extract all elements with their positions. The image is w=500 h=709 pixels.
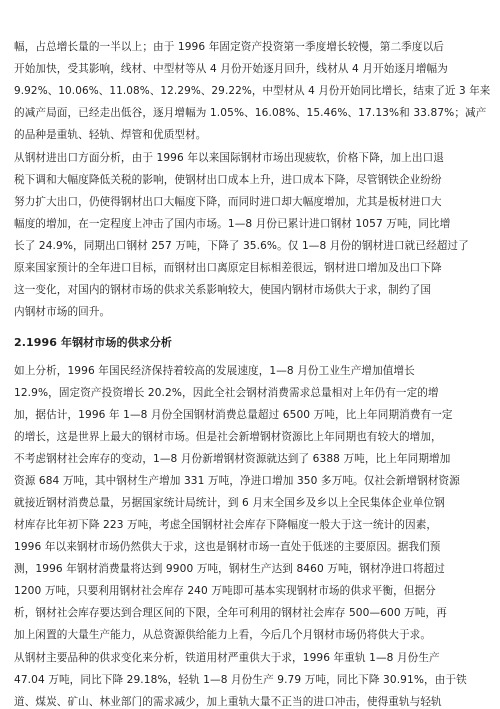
text-line: 的增长，这是世界上最大的钢材市场。但是社会新增钢材资源比上年同期也有较大的增加， (14, 431, 442, 443)
text-line: 就接近钢材消费总量，另据国家统计局统计，到 6 月末全国乡及乡以上全民集体企业单位钢 (14, 497, 445, 509)
text-line: 从钢材进出口方面分析，由于 1996 年以来国际钢材市场出现疲软，价格下降，加上出口退 (14, 152, 444, 164)
text-line: 税下调和大幅度降低关税的影响，使钢材出口成本上升，进口成本下降，尽管钢铁企业纷纷 (14, 174, 442, 186)
text-line: 长了 24.9%，同期出口钢材 257 万吨，下降了 35.6%。仅 1—8 月份的钢材进口就已经超过了 (14, 240, 469, 252)
text-line: 努力扩大出口，仍使得钢材出口大幅度下降，而同时进口却大幅度增加，尤其是板材进口大 (14, 196, 442, 208)
text-line: 1996 年以来钢材市场仍然供大于求，这也是钢材市场一直处于低迷的主要原因。据我们预 (14, 541, 441, 553)
text-line: 幅度的增加，在一定程度上冲击了国内市场。1—8 月份已累计进口钢材 1057 万吨，同比增 (14, 218, 451, 230)
text-line: 材库存比年初下降 223 万吨，考虑全国钢材社会库存下降幅度一般大于这一统计的因素， (14, 519, 438, 531)
text-line: 12.9%，固定资产投资增长 20.2%，因此全社会钢材消费需求总量相对上年仍有一定的增 (14, 387, 439, 399)
section-heading: 2.1996 年钢材市场的供求分析 (14, 336, 172, 349)
text-line: 47.04 万吨，同比下降 29.18%，轻轨 1—8 月份生产 9.79 万吨，同比下降 30.91%，由于铁 (14, 674, 467, 686)
text-line: 资源 684 万吨，其中钢材生产增加 331 万吨，净进口增加 350 多万吨。仅社会新增钢材资源 (14, 475, 460, 487)
text-line: 9.92%、10.06%、11.08%、12.29%、29.22%，中型材从 4 月份开始同比增长，结束了近 3 年来 (14, 85, 491, 97)
text-line: 加上闲置的大量生产能力，从总资源供给能力上看，今后几个月钢材市场仍将供大于求。 (14, 629, 432, 641)
text-line: 幅，占总增长量的一半以上；由于 1996 年固定资产投资第一季度增长较慢，第二季度以后 (14, 41, 444, 53)
text-line: 从钢材主要品种的供求变化来分析，铁道用材严重供大于求，1996 年重轨 1—8 月份生产 (14, 652, 440, 664)
text-line: 析，钢材社会库存要达到合理区间的下限，全年可利用的钢材社会库存 500—600 万吨，再 (14, 607, 447, 619)
text-line: 测，1996 年钢材消费量将达到 9900 万吨，钢材生产达到 8460 万吨，钢材净进口将超过 (14, 563, 445, 575)
text-line: 道、煤炭、矿山、林业部门的需求减少，加上重轨大量不正当的进口冲击，使得重轨与轻轨 (14, 696, 442, 708)
text-line: 的减产局面，已经走出低谷，逐月增幅为 1.05%、16.08%、15.46%、17.13%和 33.87%；减产 (14, 107, 487, 119)
text-line: 1200 万吨，只要利用钢材社会库存 240 万吨即可基本实现钢材市场的供求平衡，但据分 (14, 585, 436, 597)
text-line: 的品种是重轨、轻轨、焊管和优质型材。 (14, 129, 207, 141)
text-line: 这一变化，对国内的钢材市场的供求关系影响较大，使国内钢材市场供大于求，制约了国 (14, 284, 432, 296)
text-line: 加，据估计，1996 年 1—8 月份全国钢材消费总量超过 6500 万吨，比上年同期消费有一定 (14, 409, 453, 421)
text-line: 内钢材市场的回升。 (14, 306, 111, 318)
text-line: 开始加快，受其影响，线材、中型材等从 4 月份开始逐月回升，线材从 4 月开始逐月增幅为 (14, 63, 448, 75)
text-line: 如上分析，1996 年国民经济保持着较高的发展速度，1—8 月份工业生产增加值增长 (14, 365, 415, 377)
text-line: 不考虑钢材社会库存的变动，1—8 月份新增钢材资源就达到了 6388 万吨，比上年同期增加 (14, 453, 451, 465)
text-line: 原来国家预计的全年进口目标，而钢材出口离原定目标相差很远，钢材进口增加及出口下降 (14, 262, 442, 274)
